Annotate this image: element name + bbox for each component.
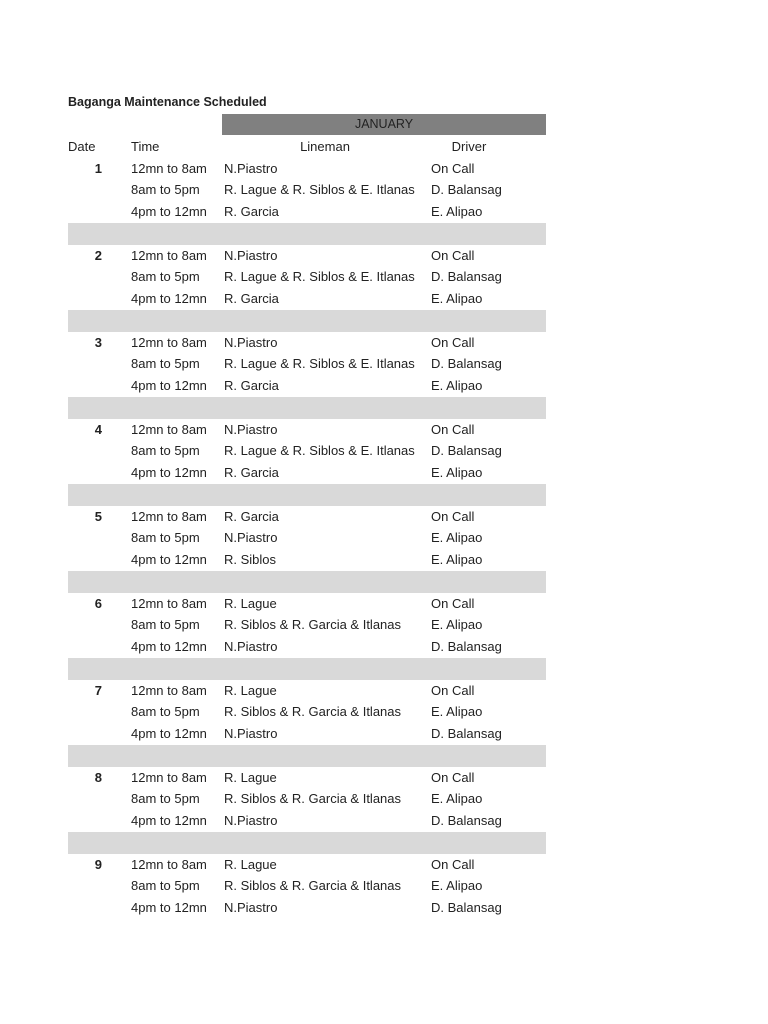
shift-row [68, 701, 546, 723]
shift-row [68, 788, 546, 810]
month-header-row [68, 114, 546, 136]
lineman-cell: R. Garcia [224, 508, 279, 524]
date-cell: 9 [94, 856, 102, 872]
shift-row [68, 549, 546, 571]
driver-cell: D. Balansag [431, 813, 502, 828]
lineman-cell: R. Lague & R. Siblos & E. Itlanas [224, 443, 415, 459]
shift-row [68, 332, 546, 354]
driver-cell: E. Alipao [431, 465, 483, 480]
time-cell: 12mn to 8am [131, 421, 207, 437]
time-cell: 8am to 5pm [131, 356, 200, 372]
day-separator [68, 658, 546, 680]
lineman-cell: R. Lague [224, 769, 277, 785]
date-cell: 6 [94, 595, 102, 611]
shift-row [68, 636, 546, 658]
driver-cell: D. Balansag [431, 269, 502, 285]
shift-row [68, 375, 546, 397]
month-header: JANUARY [222, 114, 546, 135]
day-separator [68, 310, 546, 332]
schedule-body [68, 158, 546, 919]
time-cell: 12mn to 8am [131, 856, 207, 872]
shift-row [68, 158, 546, 180]
driver-cell: E. Alipao [431, 704, 483, 720]
day-separator [68, 397, 546, 419]
shift-row [68, 245, 546, 267]
driver-cell: E. Alipao [431, 791, 483, 807]
day-separator [68, 745, 546, 767]
time-cell: 12mn to 8am [131, 247, 207, 263]
driver-cell: E. Alipao [431, 617, 483, 633]
driver-cell: On Call [431, 334, 475, 350]
driver-cell: On Call [431, 595, 475, 611]
time-cell: 12mn to 8am [131, 160, 207, 176]
lineman-cell: N.Piastro [224, 639, 278, 654]
date-cell: 2 [94, 247, 102, 263]
lineman-cell: N.Piastro [224, 726, 278, 741]
shift-row [68, 854, 546, 876]
lineman-cell: N.Piastro [224, 530, 278, 546]
lineman-cell: N.Piastro [224, 247, 278, 263]
date-cell: 3 [94, 334, 102, 350]
time-cell: 8am to 5pm [131, 704, 200, 720]
shift-row [68, 767, 546, 789]
shift-row [68, 527, 546, 549]
time-cell: 4pm to 12mn [131, 291, 207, 306]
lineman-cell: R. Siblos & R. Garcia & Itlanas [224, 704, 402, 720]
driver-cell: D. Balansag [431, 443, 502, 459]
driver-cell: On Call [431, 856, 475, 872]
time-cell: 8am to 5pm [131, 617, 200, 633]
date-cell: 4 [94, 421, 102, 437]
time-cell: 12mn to 8am [131, 595, 207, 611]
lineman-cell: R. Lague & R. Siblos & E. Itlanas [224, 356, 415, 372]
lineman-cell: R. Lague [224, 856, 277, 872]
lineman-column-header: Lineman [300, 138, 350, 154]
driver-cell: E. Alipao [431, 378, 483, 393]
date-cell: 5 [94, 508, 102, 524]
driver-cell: On Call [431, 682, 475, 698]
time-column-header: Time [131, 138, 160, 154]
date-column-header: Date [68, 138, 96, 154]
lineman-cell: R. Garcia [224, 291, 279, 306]
driver-cell: E. Alipao [431, 291, 483, 306]
driver-cell: On Call [431, 508, 475, 524]
shift-row [68, 179, 546, 201]
time-cell: 12mn to 8am [131, 334, 207, 350]
time-cell: 12mn to 8am [131, 682, 207, 698]
time-cell: 4pm to 12mn [131, 378, 207, 393]
lineman-cell: R. Lague & R. Siblos & E. Itlanas [224, 269, 415, 285]
driver-cell: On Call [431, 160, 475, 176]
lineman-cell: R. Lague [224, 682, 277, 698]
driver-cell: On Call [431, 769, 475, 785]
shift-row [68, 593, 546, 615]
shift-row [68, 353, 546, 375]
lineman-cell: R. Siblos & R. Garcia & Itlanas [224, 617, 402, 633]
shift-row [68, 614, 546, 636]
shift-row [68, 875, 546, 897]
lineman-cell: N.Piastro [224, 160, 278, 176]
date-cell: 7 [94, 682, 102, 698]
time-cell: 4pm to 12mn [131, 639, 207, 654]
schedule-document [68, 93, 546, 919]
shift-row [68, 288, 546, 310]
lineman-cell: R. Siblos & R. Garcia & Itlanas [224, 878, 402, 894]
driver-cell: E. Alipao [431, 878, 483, 894]
column-header-row [68, 136, 546, 158]
shift-row [68, 506, 546, 528]
time-cell: 4pm to 12mn [131, 726, 207, 741]
driver-cell: E. Alipao [431, 204, 483, 219]
date-cell: 8 [94, 769, 102, 785]
time-cell: 4pm to 12mn [131, 465, 207, 480]
lineman-cell: R. Lague [224, 595, 277, 611]
time-cell: 8am to 5pm [131, 269, 200, 285]
shift-row [68, 462, 546, 484]
driver-cell: D. Balansag [431, 726, 502, 741]
time-cell: 8am to 5pm [131, 182, 200, 198]
driver-cell: On Call [431, 247, 475, 263]
lineman-cell: N.Piastro [224, 813, 278, 828]
driver-cell: D. Balansag [431, 639, 502, 654]
shift-row [68, 810, 546, 832]
lineman-cell: N.Piastro [224, 421, 278, 437]
driver-cell: E. Alipao [431, 552, 483, 567]
lineman-cell: R. Garcia [224, 465, 279, 480]
shift-row [68, 897, 546, 919]
date-cell: 1 [94, 160, 102, 176]
time-cell: 8am to 5pm [131, 791, 200, 807]
time-cell: 4pm to 12mn [131, 900, 207, 915]
lineman-cell: R. Garcia [224, 204, 279, 219]
lineman-cell: N.Piastro [224, 900, 278, 915]
day-separator [68, 832, 546, 854]
driver-cell: On Call [431, 421, 475, 437]
day-separator [68, 223, 546, 245]
lineman-cell: R. Siblos & R. Garcia & Itlanas [224, 791, 402, 807]
driver-column-header: Driver [451, 138, 487, 154]
lineman-cell: R. Siblos [224, 552, 277, 567]
document-title: Baganga Maintenance Scheduled [68, 95, 267, 109]
time-cell: 4pm to 12mn [131, 813, 207, 828]
driver-cell: E. Alipao [431, 530, 483, 546]
time-cell: 12mn to 8am [131, 508, 207, 524]
shift-row [68, 419, 546, 441]
time-cell: 12mn to 8am [131, 769, 207, 785]
lineman-cell: R. Garcia [224, 378, 279, 393]
time-cell: 8am to 5pm [131, 443, 200, 459]
shift-row [68, 266, 546, 288]
shift-row [68, 440, 546, 462]
time-cell: 4pm to 12mn [131, 204, 207, 219]
shift-row [68, 680, 546, 702]
driver-cell: D. Balansag [431, 182, 502, 198]
day-separator [68, 571, 546, 593]
shift-row [68, 201, 546, 223]
driver-cell: D. Balansag [431, 356, 502, 372]
day-separator [68, 484, 546, 506]
time-cell: 8am to 5pm [131, 530, 200, 546]
time-cell: 8am to 5pm [131, 878, 200, 894]
time-cell: 4pm to 12mn [131, 552, 207, 567]
lineman-cell: N.Piastro [224, 334, 278, 350]
driver-cell: D. Balansag [431, 900, 502, 915]
lineman-cell: R. Lague & R. Siblos & E. Itlanas [224, 182, 415, 198]
shift-row [68, 723, 546, 745]
